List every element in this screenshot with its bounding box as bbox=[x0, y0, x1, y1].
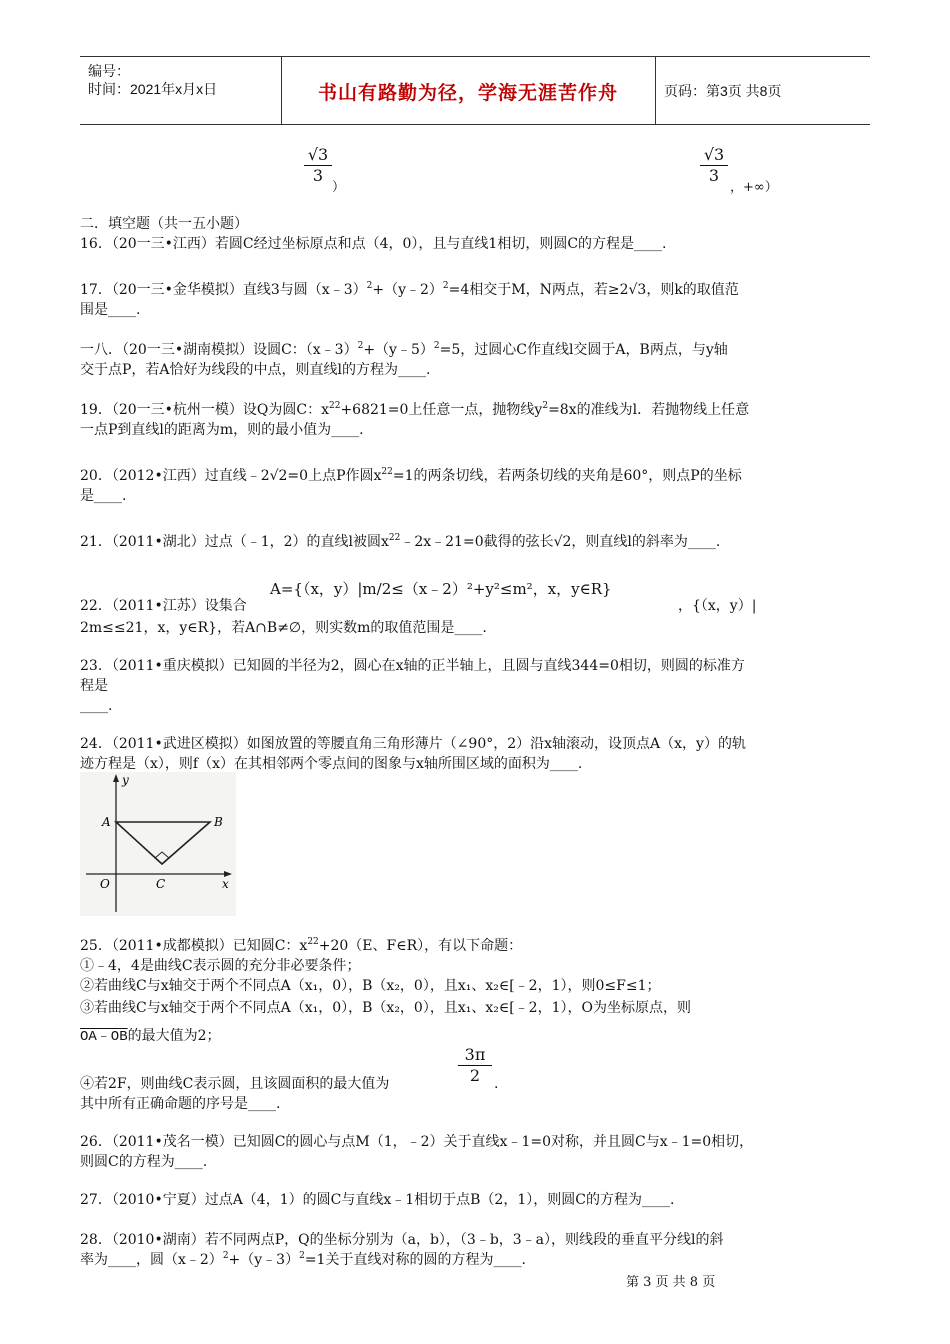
question-17: 17．（20一三•金华模拟）直线3与圆（x﹣3）$^2$+（y﹣2）$^2$=4相交于M，N两点，若≥2√3，则k的取值范 bbox=[80, 281, 739, 298]
question-23: 23．（2011•重庆模拟）已知圆的半径为2，圆心在x轴的正半轴上，且圆与直线344=0相切，则圆的标准方 bbox=[80, 658, 745, 674]
question-25-item3: ③若曲线C与x轴交于两个不同点A（x₁，0），B（x₂，0），且x₁、x₂∈[﹣2，1），O为坐标原点，则 bbox=[80, 1000, 691, 1016]
area-fraction: 3π 2 bbox=[458, 1046, 492, 1085]
vector-oa-ob: OA﹣OB bbox=[80, 1029, 128, 1045]
time-label: 时间：2021年x月x日 bbox=[88, 81, 218, 97]
question-22-b: ，{（x，y）| bbox=[678, 598, 757, 614]
fraction-left-num: √3 bbox=[307, 145, 329, 164]
question-25-conclusion: 其中所有正确命题的序号是____. bbox=[80, 1096, 281, 1112]
question-24-cont: 迹方程是（x），则f（x）在其相邻两个零点间的图象与x轴所围区域的面积为____. bbox=[80, 756, 583, 772]
question-21: 21．（2011•湖北）过点（﹣1，2）的直线l被圆$x^{22}﹣2x﹣21=0$截得的弦长√2，则直线l的斜率为____. bbox=[80, 533, 721, 550]
point-a-label: A bbox=[102, 815, 111, 829]
section-title: 二．填空题（共一五小题） bbox=[80, 216, 248, 232]
page-info: 页码：第3页 共8页 bbox=[664, 83, 782, 99]
header-divider-right bbox=[655, 56, 656, 124]
question-24: 24．（2011•武进区模拟）如图放置的等腰直角三角形薄片（∠90°，2）沿x轴滚动，设顶点A（x，y）的轨 bbox=[80, 736, 746, 752]
question-25-item4-tail: . bbox=[494, 1076, 499, 1092]
fraction-left-den: 3 bbox=[312, 166, 324, 185]
question-17-cont: 围是____. bbox=[80, 302, 141, 318]
question-23-blank: ____. bbox=[80, 698, 113, 714]
fraction-right bbox=[700, 146, 728, 185]
y-axis-label: y bbox=[122, 773, 129, 787]
question-28: 28．（2010•湖南）若不同两点P，Q的坐标分别为（a，b），（3﹣b，3﹣a），则线段的垂直平分线l的斜 bbox=[80, 1232, 724, 1248]
question-23-cont: 程是 bbox=[80, 678, 108, 694]
number-label: 编号： bbox=[88, 63, 130, 79]
fraction-right-num: √3 bbox=[703, 145, 725, 164]
question-16: 16．（20一三•江西）若圆C经过坐标原点和点（4，0），且与直线1相切，则圆C的方程是____. bbox=[80, 236, 667, 252]
question-25-item1: ①﹣4，4是曲线C表示圆的充分非必要条件； bbox=[80, 958, 361, 974]
question-28-cont: 率为____，圆（x﹣2）$^2$+（y﹣3）$^2$=1关于直线对称的圆的方程为____. bbox=[80, 1251, 526, 1268]
triangle-figure bbox=[80, 772, 236, 916]
question-20: 20．（2012•江西）过直线﹣2√2=0上点P作圆$x^{22}=1$的两条切线，若两条切线的夹角是60°，则点P的坐标 bbox=[80, 467, 742, 484]
fraction-left-tail: ） bbox=[332, 180, 346, 195]
header-motto: 书山有路勤为径，学海无涯苦作舟 bbox=[317, 82, 618, 104]
origin-label: O bbox=[100, 877, 110, 891]
question-19: 19．（20一三•杭州一模）设Q为圆C：$x^{22}+6821=0$上任意一点，抛物线$y^2=8x$的准线为l．若抛物线上任意 bbox=[80, 401, 750, 418]
question-25-item4: ④若2F，则曲线C表示圆，且该圆面积的最大值为 bbox=[80, 1076, 390, 1092]
question-25-item2: ②若曲线C与x轴交于两个不同点A（x₁，0），B（x₂，0），且x₁、x₂∈[﹣2，1），则0≤F≤1； bbox=[80, 978, 661, 994]
question-22-cont: 2m≤≤21，x，y∈R}，若A∩B≠∅，则实数m的取值范围是____. bbox=[80, 620, 487, 636]
fraction-left bbox=[304, 146, 332, 185]
header-bottom-rule bbox=[80, 124, 870, 125]
fraction-right-den: 3 bbox=[708, 166, 720, 185]
question-22: 22．（2011•江苏）设集合 bbox=[80, 598, 247, 614]
question-20-cont: 是____. bbox=[80, 488, 127, 504]
point-c-label: C bbox=[156, 877, 166, 891]
question-18-cont: 交于点P，若A恰好为线段的中点，则直线l的方程为____. bbox=[80, 362, 431, 378]
header-top-rule bbox=[80, 56, 870, 57]
page-footer: 第 3 页 共 8 页 bbox=[626, 1275, 716, 1290]
fraction-right-tail: ，+∞） bbox=[730, 180, 778, 195]
x-axis-label: x bbox=[222, 877, 229, 891]
question-26: 26．（2011•茂名一模）已知圆C的圆心与点M（1，﹣2）关于直线x﹣1=0对称，并且圆C与x﹣1=0相切， bbox=[80, 1134, 754, 1150]
question-19-cont: 一点P到直线l的距离为m，则的最小值为____. bbox=[80, 422, 364, 438]
point-b-label: B bbox=[214, 815, 223, 829]
question-25: 25．（2011•成都模拟）已知圆C：$x^{22}+20(E$、F∈R），有以下命题： bbox=[80, 937, 523, 954]
question-22-set: A={（x，y）|m/2≤（x﹣2）²+y²≤m²，x，y∈R} bbox=[270, 580, 612, 598]
question-25-item3-cont: OA﹣OB的最大值为2； bbox=[80, 1028, 221, 1045]
question-26-cont: 则圆C的方程为____. bbox=[80, 1154, 208, 1170]
question-27: 27．（2010•宁夏）过点A（4，1）的圆C与直线x﹣1相切于点B（2，1），则圆C的方程为____. bbox=[80, 1192, 675, 1208]
question-18: 一八．（20一三•湖南模拟）设圆C：（x﹣3）$^2$+（y﹣5）$^2$=5，过圆心C作直线l交圆于A，B两点，与y轴 bbox=[80, 341, 728, 358]
